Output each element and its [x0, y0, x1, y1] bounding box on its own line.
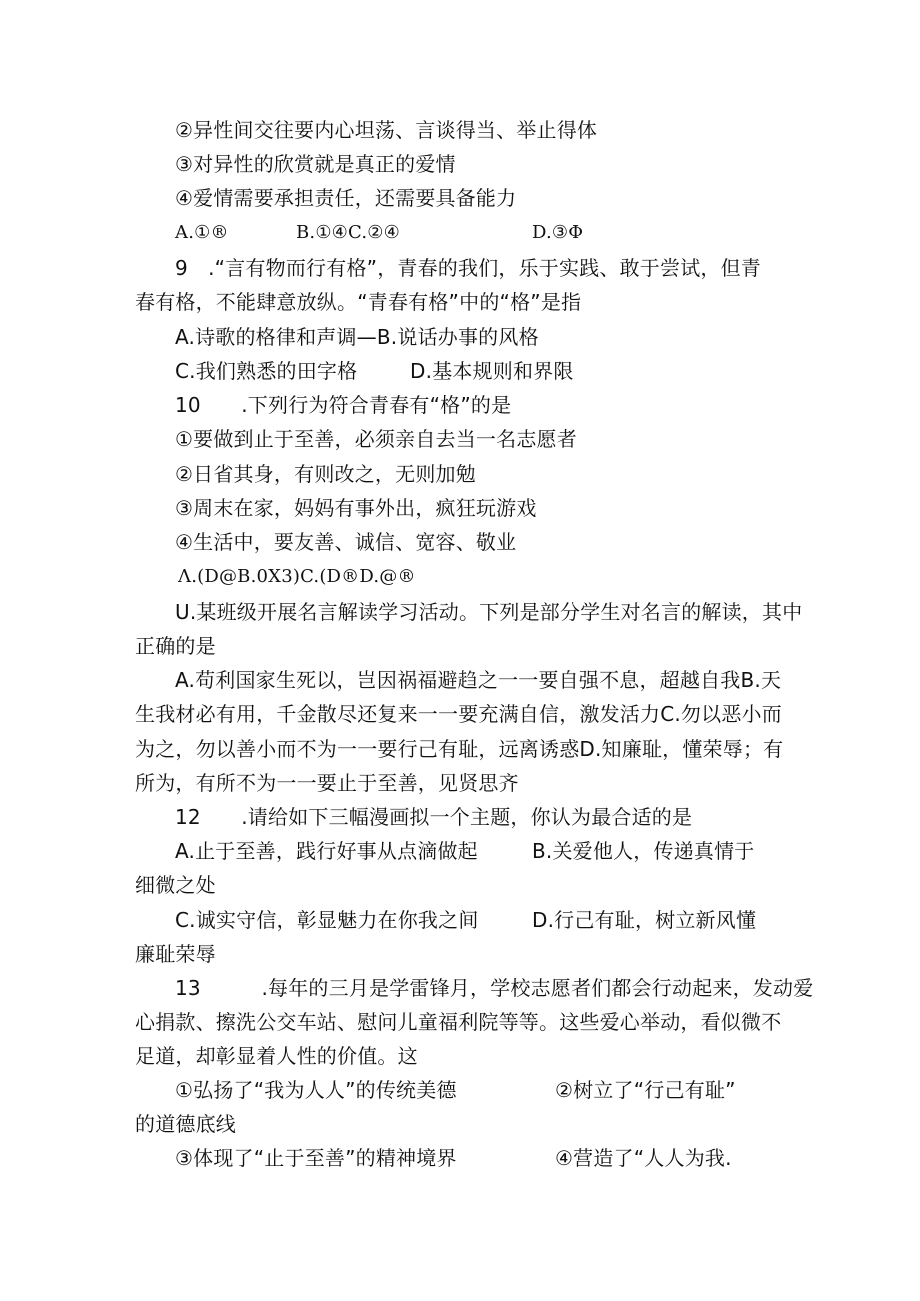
question-12: 12 .请给如下三幅漫画拟一个主题，你认为最合适的是 [175, 805, 693, 829]
q10-item-4: ④生活中，要友善、诚信、宽容、敬业 [175, 530, 517, 554]
q9-option-d: D.基本规则和界限 [410, 359, 574, 383]
q13-item-1: ①弘扬了“我为人人”的传统美德 [175, 1078, 457, 1102]
question-11-cont: 正确的是 [135, 634, 216, 658]
q12-option-c: C.诚实守信，彰显魅力在你我之间 [175, 908, 479, 932]
question-13-cont-2: 足道，却彰显着人性的价值。这 [135, 1044, 418, 1068]
q11-options-line-1: A.苟利国家生死以，岂因祸福避趋之一一要自强不息，超越自我B.天 [175, 668, 782, 692]
question-9-cont: 春有格，不能肆意放纵。“青春有格”中的“格”是指 [135, 290, 582, 314]
option-4-line: ④爱情需要承担责任，还需要具备能力 [175, 186, 517, 210]
q13-item-2-cont: 的道德底线 [135, 1112, 236, 1136]
question-13-cont-1: 心捐款、擦洗公交车站、慰问儿童福利院等等。这些爱心举动，看似微不 [135, 1010, 782, 1034]
answer-a: A.①® [175, 222, 229, 243]
question-9: 9 .“言有物而行有格”，青春的我们，乐于实践、敢于尝试，但青 [175, 256, 762, 280]
q10-item-2: ②日省其身，有则改之，无则加勉 [175, 462, 476, 486]
question-13: 13 .每年的三月是学雷锋月，学校志愿者们都会行动起来，发动爱 [175, 976, 814, 1000]
q9-option-a-b: A.诗歌的格律和声调—B.说话办事的风格 [175, 325, 539, 349]
answer-b-c: B.①④C.②④ [296, 222, 400, 243]
q11-options-line-2: 生我材必有用，千金散尽还复来一一要充满自信，激发活力C.勿以恶小而 [135, 702, 782, 726]
q12-option-d-cont: 廉耻荣辱 [135, 942, 216, 966]
q12-option-b-cont: 细微之处 [135, 873, 216, 897]
q11-options-line-4: 所为，有所不为一一要止于至善，见贤思齐 [135, 771, 519, 795]
q10-answers: Λ.(D@B.0X3)C.(D®D.@® [178, 566, 416, 587]
q13-item-2: ②树立了“行己有耻” [555, 1078, 736, 1102]
q13-item-4: ④营造了“人人为我. [555, 1146, 732, 1170]
option-2-line: ②异性间交往要内心坦荡、言谈得当、举止得体 [175, 118, 598, 142]
q10-item-1: ①要做到止于至善，必须亲自去当一名志愿者 [175, 427, 577, 451]
q12-option-d: D.行己有耻，树立新风懂 [532, 908, 757, 932]
question-10: 10 .下列行为符合青春有“格”的是 [175, 393, 512, 417]
q12-option-b: B.关爱他人，传递真情于 [532, 839, 755, 863]
answer-d: D.③Φ [532, 222, 584, 243]
q13-item-3: ③体现了“止于至善”的精神境界 [175, 1146, 457, 1170]
option-3-line: ③对异性的欣赏就是真正的爱情 [175, 152, 456, 176]
question-11: U.某班级开展名言解读学习活动。下列是部分学生对名言的解读，其中 [175, 600, 803, 624]
q9-option-c: C.我们熟悉的田字格 [175, 359, 358, 383]
q10-item-3: ③周末在家，妈妈有事外出，疯狂玩游戏 [175, 496, 537, 520]
q12-option-a: A.止于至善，践行好事从点滴做起 [175, 839, 478, 863]
q11-options-line-3: 为之，勿以善小而不为一一要行己有耻，远离诱惑D.知廉耻，懂荣辱；有 [135, 737, 784, 761]
